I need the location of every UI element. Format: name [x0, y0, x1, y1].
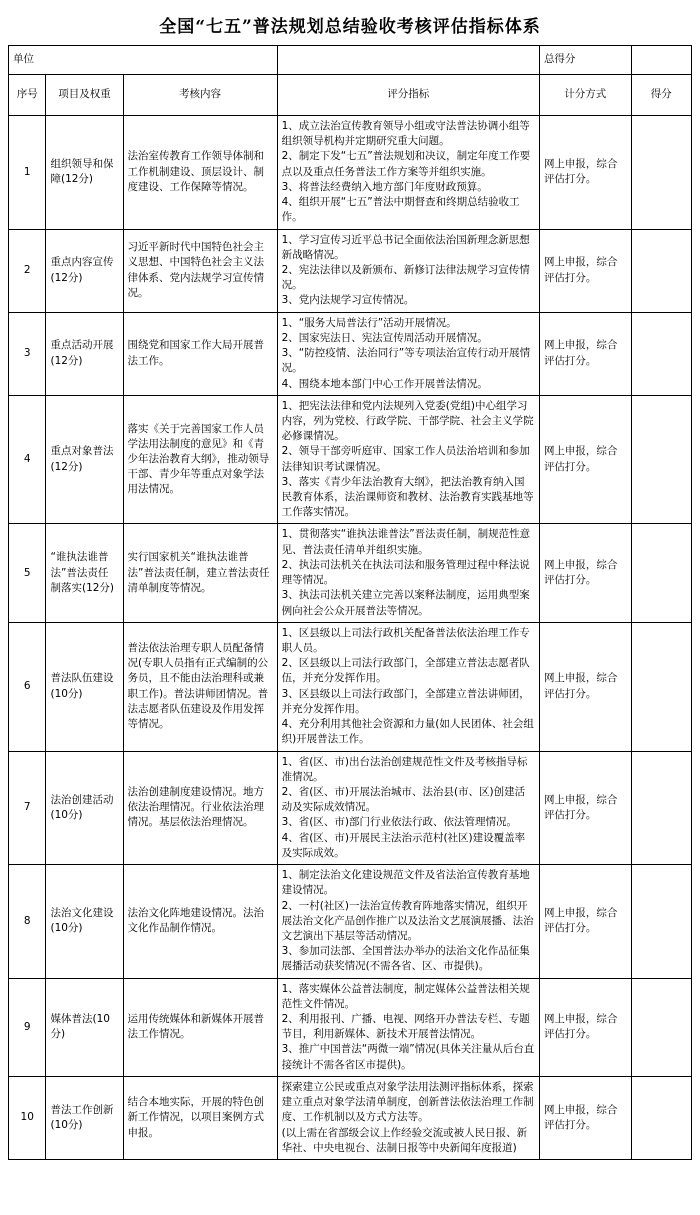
- row-scoring-criteria: [277, 1076, 539, 1159]
- row-assessment-content: 习近平新时代中国特色社会主义思想、中国特色社会主义法律体系、党内法规学习宣传情况。: [123, 229, 277, 312]
- row-scoring-method: 网上申报，综合评估打分。: [539, 229, 631, 312]
- header-item: 项目及权重: [46, 75, 123, 116]
- row-number: 10: [9, 1076, 46, 1159]
- criteria-line: 3、省(区、市)部门行业依法行政、依法管理情况。: [281, 816, 517, 829]
- criteria-line: 4、充分利用其他社会资源和力量(如人民团体、社会组织)开展普法工作。: [281, 718, 534, 746]
- row-assessment-content: 法治文化阵地建设情况。法治文化作品制作情况。: [123, 865, 277, 979]
- row-assessment-content: 法治室传教育工作领导体制和工作机制建设、顶层设计、制度建设、工作保障等情况。: [123, 116, 277, 230]
- row-score-blank[interactable]: [631, 312, 691, 395]
- table-row: [9, 395, 692, 524]
- criteria-line: 2、区县级以上司法行政部门，全部建立普法志愿者队伍，并充分发挥作用。: [281, 657, 530, 685]
- criteria-line: 4、围绕本地本部门中心工作开展普法情况。: [281, 377, 488, 390]
- table-row: [9, 978, 692, 1076]
- row-scoring-criteria: [277, 395, 539, 524]
- total-score-label: 总得分: [539, 46, 631, 75]
- table-row: [9, 1076, 692, 1159]
- criteria-line: 2、利用报刊、广播、电视、网络开办普法专栏、专题节目，利用新媒体、新技术开展普法情况。: [281, 1013, 530, 1041]
- header-score: 得分: [631, 75, 691, 116]
- row-scoring-method: 网上申报，综合评估打分。: [539, 524, 631, 622]
- row-scoring-criteria: [277, 865, 539, 979]
- row-number: 6: [9, 622, 46, 751]
- row-item-weight: 重点活动开展(12分): [46, 312, 123, 395]
- total-score-value-blank[interactable]: [631, 46, 691, 75]
- criteria-line: 3、将普法经费纳入地方部门年度财政预算。: [281, 180, 488, 193]
- row-number: 9: [9, 978, 46, 1076]
- row-assessment-content: 运用传统媒体和新媒体开展普法工作情况。: [123, 978, 277, 1076]
- row-assessment-content: 围绕党和国家工作大局开展普法工作。: [123, 312, 277, 395]
- row-scoring-criteria: [277, 622, 539, 751]
- criteria-line: 2、领导干部旁听庭审、国家工作人员法治培训和参加法律知识考试课情况。: [281, 445, 530, 473]
- criteria-line: 2、一村(社区)一法治宣传教育阵地落实情况，组织开展法治文化产品创作推广以及法治文艺展演展播、法治文艺演出下基层等活动情况。: [281, 899, 534, 942]
- unit-label: 单位: [9, 46, 278, 75]
- criteria-line: 4、组织开展“七五”普法中期督查和终期总结验收工作。: [281, 196, 520, 224]
- row-scoring-method: 网上申报，综合评估打分。: [539, 312, 631, 395]
- criteria-line: 1、贯彻落实“谁执法谁普法”晋法责任制，制规范性意见、普法责任清单并组织实施。: [281, 528, 531, 556]
- row-item-weight: 媒体普法(10分): [46, 978, 123, 1076]
- row-assessment-content: 落实《关于完善国家工作人员学法用法制度的意见》和《青少年法治教育大纲》，推动领导干部、青少年等重点对象学法用法情况。: [123, 395, 277, 524]
- row-score-blank[interactable]: [631, 229, 691, 312]
- row-item-weight: 法治文化建设(10分): [46, 865, 123, 979]
- table-row: [9, 229, 692, 312]
- row-scoring-method: 网上申报，综合评估打分。: [539, 116, 631, 230]
- row-scoring-method: 网上申报，综合评估打分。: [539, 395, 631, 524]
- criteria-line: 1、落实媒体公益普法制度，制定媒体公益普法相关规范性文件情况。: [281, 982, 530, 1010]
- criteria-line: 探索建立公民或重点对象学法用法测评指标体系，探索建立重点对象学法清单制度，创新普法依法治理工作制度、工作机制以及方式方法等。: [281, 1080, 534, 1124]
- row-number: 4: [9, 395, 46, 524]
- table-row: [9, 312, 692, 395]
- criteria-line: 2、宪法法律以及新颁布、新修订法律法规学习宣传情况。: [281, 263, 530, 292]
- row-item-weight: 重点内容宣传(12分): [46, 229, 123, 312]
- table-row: [9, 116, 692, 230]
- row-assessment-content: 法治创建制度建设情况。地方依法治理情况。行业依法治理情况。基层依法治理情况。: [123, 751, 277, 865]
- header-content: 考核内容: [123, 75, 277, 116]
- row-scoring-method: 网上申报，综合评估打分。: [539, 751, 631, 865]
- criteria-line: 4、省(区、市)开展民主法治示范村(社区)建设覆盖率及实际成效。: [281, 831, 526, 859]
- criteria-line: 1、学习宣传习近平总书记全面依法治国新理念新思想新战略情况。: [281, 233, 530, 261]
- row-scoring-method: 网上申报，综合评估打分。: [539, 622, 631, 751]
- row-scoring-criteria: [277, 978, 539, 1076]
- row-scoring-criteria: [277, 312, 539, 395]
- criteria-line: 3、“防控疫情、法治同行”等专项法治宣传行动开展情况。: [281, 347, 531, 375]
- header-method: 计分方式: [539, 75, 631, 116]
- row-scoring-criteria: [277, 116, 539, 230]
- criteria-line: 3、执法司法机关建立完善以案释法制度，运用典型案例向社会公众开展普法等情况。: [281, 589, 530, 617]
- row-score-blank[interactable]: [631, 865, 691, 979]
- row-scoring-method: 网上申报，综合评估打分。: [539, 978, 631, 1076]
- criteria-line: 2、执法司法机关在执法司法和服务管理过程中释法说理等情况。: [281, 558, 530, 587]
- header-criteria: 评分指标: [277, 75, 539, 116]
- criteria-line: 3、推广中国普法“两微一端”情况(具体关注量从后台直接统计不需各省区市提供)。: [281, 1043, 535, 1071]
- criteria-line: (以上需在省部级会议上作经验交流或被人民日报、新华社、中央电视台、法制日报等中央新闻年度报道): [281, 1126, 528, 1154]
- row-item-weight: 重点对象普法(12分): [46, 395, 123, 524]
- table-body: [9, 116, 692, 1160]
- criteria-line: 1、“服务大局普法行”活动开展情况。: [281, 316, 457, 329]
- row-item-weight: 法治创建活动(10分): [46, 751, 123, 865]
- row-scoring-criteria: [277, 524, 539, 622]
- row-number: 7: [9, 751, 46, 865]
- row-score-blank[interactable]: [631, 622, 691, 751]
- row-scoring-criteria: [277, 229, 539, 312]
- row-score-blank[interactable]: [631, 751, 691, 865]
- table-row: [9, 751, 692, 865]
- row-score-blank[interactable]: [631, 978, 691, 1076]
- row-score-blank[interactable]: [631, 395, 691, 524]
- table-row-unit: [9, 46, 692, 75]
- row-number: 3: [9, 312, 46, 395]
- row-number: 1: [9, 116, 46, 230]
- evaluation-table: [8, 45, 692, 1160]
- table-row: [9, 865, 692, 979]
- row-item-weight: 普法工作创新(10分): [46, 1076, 123, 1159]
- row-score-blank[interactable]: [631, 116, 691, 230]
- row-score-blank[interactable]: [631, 1076, 691, 1159]
- row-assessment-content: 结合本地实际，开展的特色创新工作情况，以项目案例方式申报。: [123, 1076, 277, 1159]
- criteria-line: 1、成立法治宣传教育领导小组或守法普法协调小组等组织领导机构并定期研究重大问题。: [281, 120, 530, 148]
- header-no: 序号: [9, 75, 46, 116]
- row-scoring-method: 网上申报，综合评估打分。: [539, 1076, 631, 1159]
- row-scoring-method: 网上申报，综合评估打分。: [539, 865, 631, 979]
- criteria-line: 2、制定下发“七五”普法规划和决议，制定年度工作要点以及重点任务普法工作方案等并组织实施。: [281, 150, 531, 178]
- table-row: [9, 524, 692, 622]
- row-scoring-criteria: [277, 751, 539, 865]
- row-score-blank[interactable]: [631, 524, 691, 622]
- criteria-line: 2、国家宪法日、宪法宣传周活动开展情况。: [281, 331, 488, 344]
- unit-value-blank[interactable]: [277, 46, 539, 75]
- row-item-weight: 普法队伍建设(10分): [46, 622, 123, 751]
- criteria-line: 3、区县级以上司法行政部门，全部建立普法讲师团，并充分发挥作用。: [281, 687, 530, 715]
- row-number: 8: [9, 865, 46, 979]
- criteria-line: 3、参加司法部、全国普法办举办的法治文化作品征集展播活动获奖情况(不需各省、区、市提供)。: [281, 945, 530, 973]
- row-item-weight: 组织领导和保障(12分): [46, 116, 123, 230]
- row-number: 2: [9, 229, 46, 312]
- page-title: 全国“七五”普法规划总结验收考核评估指标体系: [159, 17, 541, 37]
- criteria-line: 3、党内法规学习宣传情况。: [281, 294, 415, 307]
- row-assessment-content: 实行国家机关“谁执法谁普法”普法责任制，建立普法责任清单制度等情况。: [123, 524, 277, 622]
- row-number: 5: [9, 524, 46, 622]
- criteria-line: 1、把宪法法律和党内法规列入党委(党组)中心组学习内容，列为党校、行政学院、干部学院、社会主义学院必修课情况。: [281, 399, 534, 443]
- table-row: [9, 622, 692, 751]
- table-header-row: [9, 75, 692, 116]
- criteria-line: 1、省(区、市)出台法治创建规范性文件及考核指导标准情况。: [281, 755, 528, 783]
- row-assessment-content: 普法依法治理专职人员配备情况(专职人员指有正式编制的公务员，且不能由法治理科或兼职工作)。普法讲师团情况。普法志愿者队伍建设及作用发挥等情况。: [123, 622, 277, 751]
- criteria-line: 2、省(区、市)开展法治城市、法治县(市、区)创建活动及实际成效情况。: [281, 785, 526, 814]
- criteria-line: 1、区县级以上司法行政机关配备普法依法治理工作专职人员。: [281, 626, 530, 654]
- criteria-line: 1、制定法治文化建设规范文件及省法治宣传教育基地建设情况。: [281, 869, 530, 897]
- criteria-line: 3、落实《青少年法治教育大纲》，把法治教育纳入国民教育体系，法治课师资和教材、法治教育实践基地等工作落实情况。: [281, 475, 534, 519]
- row-item-weight: “谁执法谁普法”普法责任制落实(12分): [46, 524, 123, 622]
